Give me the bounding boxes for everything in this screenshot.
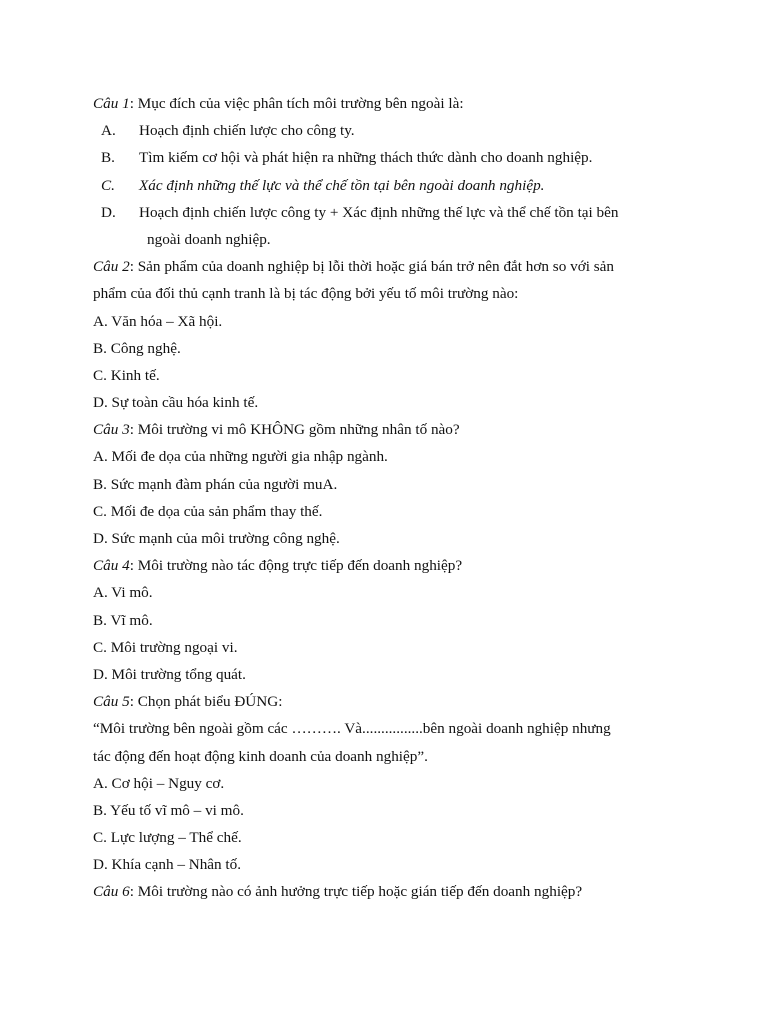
question-text: : Môi trường nào tác động trực tiếp đến doanh nghiệp? bbox=[129, 557, 463, 575]
option-d: D. Sức mạnh của môi trường công nghệ. bbox=[93, 530, 340, 547]
option-b: B. Yếu tố vĩ mô – vi mô. bbox=[93, 801, 244, 819]
option-a bbox=[93, 117, 683, 144]
option-text: Hoạch định chiến lược cho công ty. bbox=[139, 122, 355, 140]
option-a: A. Vi mô. bbox=[93, 584, 153, 602]
question-5-quote-continuation: tác động đến hoạt động kinh doanh của doanh nghiệp”. bbox=[93, 747, 428, 765]
question-label: Câu 3 bbox=[93, 421, 130, 439]
option-d: D. Sự toàn cầu hóa kinh tế. bbox=[93, 394, 259, 412]
question-5-quote: “Môi trường bên ngoài gồm các ………. Và................bên ngoài doanh nghiệp nhưng bbox=[93, 720, 611, 738]
question-text: : Chọn phát biểu ĐÚNG: bbox=[129, 693, 283, 711]
question-label: Câu 6 bbox=[93, 883, 130, 901]
option-text: Hoạch định chiến lược công ty + Xác định những thế lực và thể chế tồn tại bên bbox=[139, 203, 619, 221]
option-d bbox=[93, 199, 683, 226]
question-text: : Môi trường vi mô KHÔNG gồm những nhân tố nào? bbox=[129, 421, 460, 439]
option-text: Xác định những thế lực và thể chế tồn tại bên ngoài doanh nghiệp. bbox=[139, 176, 545, 194]
question-label: Câu 5 bbox=[93, 693, 130, 711]
question-label: Câu 1 bbox=[93, 95, 130, 112]
question-label: Câu 2 bbox=[93, 258, 130, 276]
option-text-continuation: ngoài doanh nghiệp. bbox=[147, 230, 271, 248]
question-4 bbox=[93, 552, 683, 579]
option-number: B. bbox=[101, 149, 115, 167]
question-5 bbox=[93, 688, 683, 715]
option-number: A. bbox=[101, 122, 116, 140]
question-6 bbox=[93, 878, 683, 905]
option-c: C. Lực lượng – Thể chế. bbox=[93, 829, 242, 847]
option-b: B. Công nghệ. bbox=[93, 339, 181, 357]
option-c: C. Kinh tế. bbox=[93, 366, 160, 384]
option-number: C. bbox=[101, 176, 115, 194]
option-c: C. Môi trường ngoại vi. bbox=[93, 638, 238, 656]
option-c bbox=[93, 172, 683, 199]
question-3 bbox=[93, 416, 683, 443]
option-number: D. bbox=[101, 203, 116, 221]
option-d: D. Khía cạnh – Nhân tố. bbox=[93, 856, 242, 874]
option-b bbox=[93, 144, 683, 171]
option-d-continuation bbox=[93, 226, 683, 253]
option-c: C. Mối đe dọa của sản phẩm thay thế. bbox=[93, 502, 323, 520]
question-text: : Mục đích của việc phân tích môi trường bên ngoài là: bbox=[129, 95, 464, 112]
question-1 bbox=[93, 90, 683, 117]
question-2 bbox=[93, 253, 683, 280]
option-b: B. Sức mạnh đàm phán của người muA. bbox=[93, 475, 338, 493]
option-d: D. Môi trường tổng quát. bbox=[93, 665, 246, 683]
option-a: A. Văn hóa – Xã hội. bbox=[93, 312, 223, 330]
option-a: A. Cơ hội – Nguy cơ. bbox=[93, 774, 225, 792]
question-text: : Môi trường nào có ảnh hưởng trực tiếp hoặc gián tiếp đến doanh nghiệp? bbox=[129, 883, 583, 901]
question-text-continuation: phẩm của đối thủ cạnh tranh là bị tác động bởi yếu tố môi trường nào: bbox=[93, 285, 519, 303]
question-2-continuation bbox=[93, 280, 683, 307]
option-b: B. Vĩ mô. bbox=[93, 611, 153, 629]
document-page bbox=[93, 90, 683, 906]
option-a: A. Mối đe dọa của những người gia nhập ngành. bbox=[93, 448, 388, 466]
question-label: Câu 4 bbox=[93, 557, 130, 575]
question-text: : Sản phẩm của doanh nghiệp bị lỗi thời hoặc giá bán trở nên đắt hơn so với sản bbox=[129, 258, 614, 276]
option-text: Tìm kiếm cơ hội và phát hiện ra những thách thức dành cho doanh nghiệp. bbox=[139, 149, 593, 167]
